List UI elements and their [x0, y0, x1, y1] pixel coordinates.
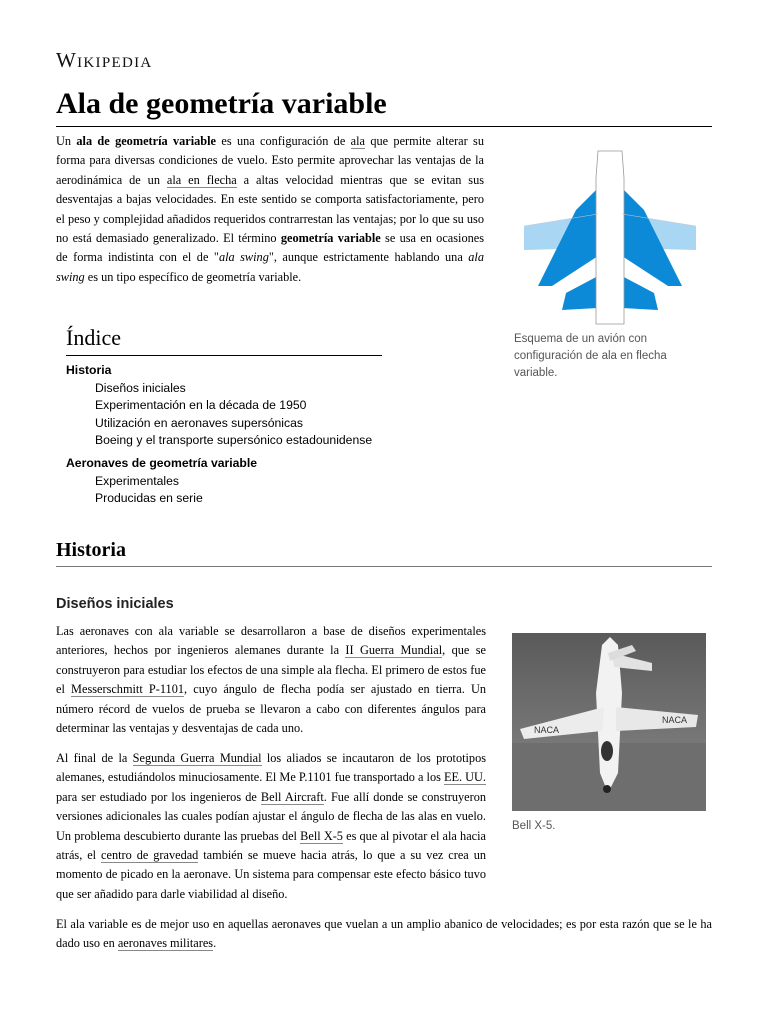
article-link[interactable]: Segunda Guerra Mundial [132, 751, 262, 765]
toc-item-experimentales[interactable]: Experimentales [95, 473, 179, 488]
bold-term: ala de geometría variable [76, 134, 217, 148]
bell-x5-figure [512, 633, 706, 835]
wing-diagram-image[interactable] [510, 148, 710, 330]
article-link[interactable]: centro de gravedad [101, 848, 199, 863]
article-link[interactable]: Bell X-5 [300, 828, 343, 843]
fuselage [596, 151, 624, 324]
toc-item-disenos[interactable]: Diseños iniciales [95, 380, 186, 395]
toc-item-aeronaves[interactable]: Aeronaves de geometría variable [66, 455, 258, 470]
toc-title: Índice [66, 322, 382, 356]
bell-x5-photo[interactable] [512, 633, 706, 811]
toc-item-1950[interactable]: Experimentación en la década de 1950 [95, 398, 307, 413]
tail-right [622, 276, 658, 310]
table-of-contents [66, 362, 372, 508]
article-link[interactable]: ala [350, 134, 365, 148]
article-link[interactable]: Bell Aircraft [260, 789, 324, 804]
article-link[interactable]: aeronaves militares [117, 936, 214, 951]
historia-paragraph-3: El ala variable es de mejor uso en aquellas aeronaves que vuelan a un amplio abanico de velocidades; es por esta razón que se le ha dado uso en aeronaves militares. [56, 917, 712, 951]
svg-text:NACA: NACA [534, 725, 560, 735]
wing-diagram-caption: Esquema de un avión con configuración de ala en flecha variable. [514, 333, 667, 379]
italic-term: ala swing [218, 250, 269, 265]
intro-paragraph: Un ala de geometría variable es una configuración de ala que permite alterar su forma para diversas condiciones de vuelo. Esto permite aprovechar las ventajas de la aerodinámica de un ala en flecha a altas velocidad mientras que se evitan sus desventajas a bajas velocidades. En este sentido se comporta satisfactoriamente, pero el peso y complejidad añadidos requeridos contrarrestan las ventajas; por lo que su uso no está demasiado generalizado. El término geometría variable se usa en ocasiones de forma indistinta con el de "ala swing", aunque estrictamente hablando una ala swing es un tipo específico de geometría variable. [56, 134, 485, 284]
toc-item-supersonicas[interactable]: Utilización en aeronaves supersónicas [95, 415, 303, 430]
bell-x5-caption: Bell X-5. [512, 820, 556, 832]
wikipedia-wordmark[interactable]: Wikipedia [56, 48, 153, 72]
bold-term: geometría variable [280, 231, 381, 246]
toc-item-historia[interactable]: Historia [66, 363, 112, 377]
svg-text:NACA: NACA [662, 715, 688, 725]
article-link[interactable]: II Guerra Mundial [345, 643, 443, 658]
toc-item-boeing[interactable]: Boeing y el transporte supersónico estadounidense [95, 433, 373, 448]
subsection-heading-disenos: Diseños iniciales [56, 596, 174, 612]
historia-paragraph-1: Las aeronaves con ala variable se desarrollaron a base de diseños experimentales anteriores, hechos por ingenieros alemanes durante la II Guerra Mundial, que se construyeron para estudiar los efectos de una simple ala flecha. El primero de estos fue el Messerschmitt P-1101, cuyo ángulo de flecha podía ser ajustado en tierra. Un número récord de vuelos de prueba se llevaron a cabo con diferentes ángulos para determinar las ventajas y desventajas de cada uno. [56, 624, 487, 736]
wing-diagram-figure [510, 148, 710, 378]
page-title: Ala de geometría variable [56, 86, 712, 127]
toc-item-serie[interactable]: Producidas en serie [95, 491, 203, 506]
article-link[interactable]: EE. UU. [443, 770, 486, 785]
section-heading-historia: Historia [56, 536, 712, 567]
historia-paragraph-2: Al final de la Segunda Guerra Mundial los aliados se incautaron de los prototipos alemanes, estudiándolos minuciosamente. El Me P.1101 fue transportado a los EE. UU. para ser estudiado por los ingenieros de Bell Aircraft. Fue allí donde se construyeron versiones adicionales las cuales podían ajustar el ángulo de flecha de las alas en vuelo. Un problema descubierto durante las pruebas del Bell X-5 es que al pivotar el ala hacia atrás, el centro de gravedad también se mueve hacia atrás, lo que a su vez crea un momento de picado en la aeronave. Un sistema para compensar este efecto básico tuvo que ser añadido para darle viabilidad al diseño. [56, 751, 487, 901]
article-link[interactable]: Messerschmitt P-1101 [71, 682, 185, 697]
article-link[interactable]: ala en flecha [166, 172, 237, 187]
tail-left [562, 276, 598, 310]
italic-term: ala swing [56, 250, 484, 284]
